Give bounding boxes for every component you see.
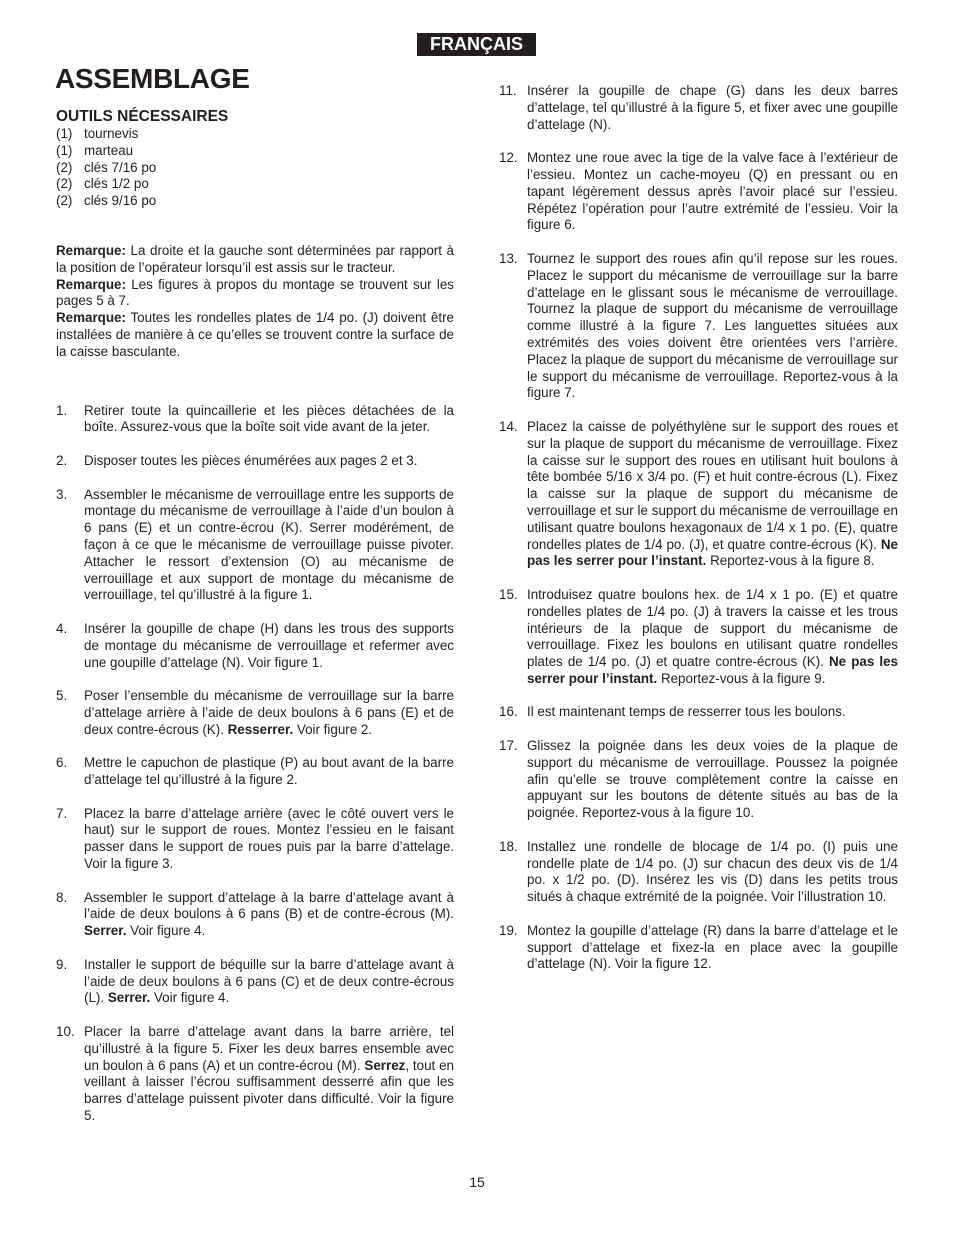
step-number: 17. (499, 738, 518, 754)
step-number: 18. (499, 838, 518, 854)
step-number: 16. (499, 704, 518, 720)
step-number: 10. (56, 1024, 75, 1040)
step-number: 3. (56, 486, 68, 502)
assembly-step (499, 923, 898, 973)
step-text: Reportez-vous à la figure 9. (657, 670, 826, 686)
step-number: 19. (499, 922, 518, 938)
step-text: Voir figure 4. (126, 923, 206, 939)
assembly-step (56, 957, 454, 1007)
step-text: Insérer la goupille de chape (H) dans les trous des supports de montage du mécanisme de verrouillage et refermer avec une goupille d’attelage (N). Voir figure 1. (84, 620, 454, 670)
tool-item (56, 193, 454, 210)
notes-block (56, 243, 454, 361)
step-text: Installer le support de béquille sur la barre d’attelage avant à l’aide de deux boulons à 6 pans (C) et de deux contre-écrous (L). (84, 956, 454, 1006)
tool-item (56, 143, 454, 160)
step-text: Poser l’ensemble du mécanisme de verrouillage sur la barre d’attelage arrière à l’aide de deux boulons à 6 pans (E) et de deux contre-écrous (K). (84, 688, 454, 737)
step-text: Glissez la poignée dans les deux voies de la plaque de support du mécanisme de verrouillage. Poussez la poignée afin qu’elle se trouve complètement contre la caisse en appuyant sur les boutons de détente situés au bas de la poignée. Reportez-vous à la figure 10. (527, 738, 898, 821)
tool-quantity: (2) (56, 193, 73, 209)
step-number: 9. (56, 956, 68, 972)
assembly-step (499, 704, 898, 721)
note-text: La droite et la gauche sont déterminées par rapport à la position de l’opérateur lorsqu’il est assis sur le tracteur. (56, 242, 454, 275)
tool-item (56, 160, 454, 177)
step-emphasis: Serrer. (84, 923, 127, 939)
step-emphasis: Resserrer. (227, 721, 294, 737)
step-text: Retirer toute la quincaillerie et les pièces détachées de la boîte. Assurez-vous que la boîte soit vide avant de la jeter. (84, 402, 454, 435)
assembly-step (56, 890, 454, 940)
note-label: Remarque: (56, 242, 126, 258)
assembly-step (499, 587, 898, 688)
assembly-step (56, 453, 454, 470)
step-number: 7. (56, 805, 68, 821)
step-number: 5. (56, 688, 68, 704)
step-text: Placez la caisse de polyéthylène sur le support des roues et sur la plaque de support du mécanisme de verrouillage. Fixez la caisse sur le support des roues en utilisant huit boulons à tête bombée 5/16 x 3/4 po. (F) et huit contre-écrous (L). Fixez la caisse sur la plaque de support du mécanisme de verrouillage et sur le support du mécanisme de verrouillage en utilisant quatre boulons hexagonaux de 1/4 x 1 po. (E), quatre rondelles plates de 1/4 po. (J), et quatre contre-écrous (K). (527, 418, 898, 552)
step-text: Introduisez quatre boulons hex. de 1/4 x 1 po. (E) et quatre rondelles plates de 1/4 po. (J) à travers la caisse et les trous intérieurs de la plaque de support du mécanisme de verrouillage. Fixez les boulons en utilisant quatre rondelles plates de 1/4 po. (J) et quatre contre-écrous (K). (527, 586, 898, 670)
step-text: Placer la barre d’attelage avant dans la barre arrière, tel qu’illustré à la figure 5. Fixer les deux barres ensemble avec un boulon à 6 pans (A) et un contre-écrou (M). (84, 1024, 454, 1073)
tool-item (56, 126, 454, 143)
page-title: ASSEMBLAGE (55, 63, 250, 94)
assembly-step (56, 621, 454, 671)
step-number: 13. (499, 250, 518, 266)
note-handedness (56, 243, 454, 277)
note-label: Remarque: (56, 276, 126, 292)
step-number: 14. (499, 418, 518, 434)
assembly-step (56, 806, 454, 873)
step-text: Installez une rondelle de blocage de 1/4 po. (I) puis une rondelle plate de 1/4 po. (J) sur chacun des deux vis de 1/4 po. x 1/2 po. (D). Insérez les vis (D) dans les petits trous situés à chaque extrémité de la poignée. Voir l’illustration 10. (527, 838, 898, 905)
steps-list-right (499, 83, 898, 973)
step-text: Voir figure 2. (293, 721, 373, 737)
step-text: Montez la goupille d’attelage (R) dans la barre d’attelage et le support d’attelage et fixez-la en place avec la goupille d’attelage (N). Voir la figure 12. (527, 922, 898, 972)
assembly-step (56, 755, 454, 789)
note-figures (56, 277, 454, 311)
tool-quantity: (2) (56, 176, 73, 192)
step-text: Tournez le support des roues afin qu’il repose sur les roues. Placez le support du mécanisme de verrouillage sur la barre d’attelage en le glissant sous le mécanisme de verrouillage. Tournez la plaque de support du mécanisme de verrouillage comme illustré à la figure 7. Les languettes situées aux extrémités des voies doivent être orientées vers l’arrière. Placez la plaque de support du mécanisme de verrouillage sur le support du mécanisme de verrouillage. Reportez-vous à la figure 7. (527, 250, 898, 401)
note-label: Remarque: (56, 310, 126, 326)
step-text: Disposer toutes les pièces énumérées aux pages 2 et 3. (84, 452, 418, 468)
assembly-step (499, 419, 898, 570)
step-text: Il est maintenant temps de resserrer tous les boulons. (527, 704, 846, 720)
assembly-step (499, 83, 898, 133)
tool-name: tournevis (84, 126, 139, 141)
tool-name: clés 9/16 po (84, 193, 157, 209)
assembly-step (56, 1024, 454, 1125)
assembly-step (56, 688, 454, 738)
assembly-step (56, 403, 454, 437)
note-text: Les figures à propos du montage se trouvent sur les pages 5 à 7. (56, 276, 454, 309)
left-column (56, 108, 454, 1142)
step-text: Mettre le capuchon de plastique (P) au bout avant de la barre d’attelage tel qu’illustré à la figure 2. (84, 755, 454, 788)
assembly-step (56, 487, 454, 605)
language-badge: FRANÇAIS (417, 33, 536, 56)
tools-list (56, 126, 454, 210)
step-number: 12. (499, 150, 518, 166)
tool-name: clés 7/16 po (84, 159, 157, 175)
assembly-step (499, 738, 898, 822)
right-column (499, 83, 898, 990)
note-washers (56, 310, 454, 360)
step-number: 11. (499, 83, 517, 98)
step-number: 6. (56, 755, 68, 771)
tools-heading: OUTILS NÉCESSAIRES (56, 108, 229, 125)
step-text: Assembler le support d’attelage à la barre d’attelage avant à l’aide de deux boulons à 6 pans (B) et de contre-écrous (M). (84, 889, 454, 922)
note-text: Toutes les rondelles plates de 1/4 po. (J) doivent être installées de manière à ce qu’elles se trouvent contre la surface de la caisse basculante. (56, 310, 454, 359)
assembly-step (499, 251, 898, 402)
step-number: 15. (499, 586, 518, 602)
step-text: , tout en veillant à laisser l’écrou suffisamment desserré afin que les barres d’attelage puissent pivoter dans difficulté. Voir la figure 5. (84, 1057, 454, 1124)
assembly-step (499, 839, 898, 906)
step-text: Voir figure 4. (150, 990, 230, 1006)
tool-quantity: (2) (56, 159, 73, 175)
step-emphasis: Ne pas les serrer pour l’instant. (527, 654, 898, 686)
step-text: Insérer la goupille de chape (G) dans les deux barres d’attelage, tel qu’illustré à la figure 5, et fixer avec une goupille d’attelage (N). (527, 83, 898, 132)
step-text: Reportez-vous à la figure 8. (706, 553, 875, 569)
steps-list-left (56, 403, 454, 1125)
tool-item (56, 176, 454, 193)
page-number: 15 (469, 1174, 485, 1190)
step-text: Montez une roue avec la tige de la valve face à l’extérieur de l’essieu. Montez un cache-moyeu (Q) en pressant ou en tapant légèrement dessus après l’avoir placé sur l’essieu. Répétez l’opération pour l’autre extrémité de l’essieu. Voir la figure 6. (527, 150, 898, 233)
step-number: 4. (56, 620, 68, 636)
step-text: Placez la barre d’attelage arrière (avec le côté ouvert vers le haut) sur le support de roues. Montez l’essieu en le faisant passer dans le support de roues puis par la barre d’attelage. Voir la figure 3. (84, 805, 454, 872)
tool-quantity: (1) (56, 126, 73, 141)
step-number: 2. (56, 452, 68, 468)
tool-name: clés 1/2 po (84, 176, 149, 192)
tool-name: marteau (84, 142, 134, 158)
tool-quantity: (1) (56, 142, 73, 158)
step-emphasis: Serrer. (107, 990, 151, 1006)
step-number: 8. (56, 889, 68, 905)
assembly-step (499, 150, 898, 234)
step-emphasis: Ne pas les serrer pour l’instant. (527, 536, 898, 569)
step-number: 1. (56, 402, 68, 418)
step-text: Assembler le mécanisme de verrouillage entre les supports de montage du mécanisme de verrouillage à l’aide d’un boulon à 6 pans (E) et un contre-écrou (K). Serrer modérément, de façon à ce que le mécanisme de verrouillage puisse pivoter. Attacher le ressort d’extension (O) au mécanisme de verrouillage et aux support de montage du mécanisme de verrouillage, tel qu’illustré à la figure 1. (84, 486, 454, 603)
step-emphasis: Serrez (364, 1057, 406, 1073)
